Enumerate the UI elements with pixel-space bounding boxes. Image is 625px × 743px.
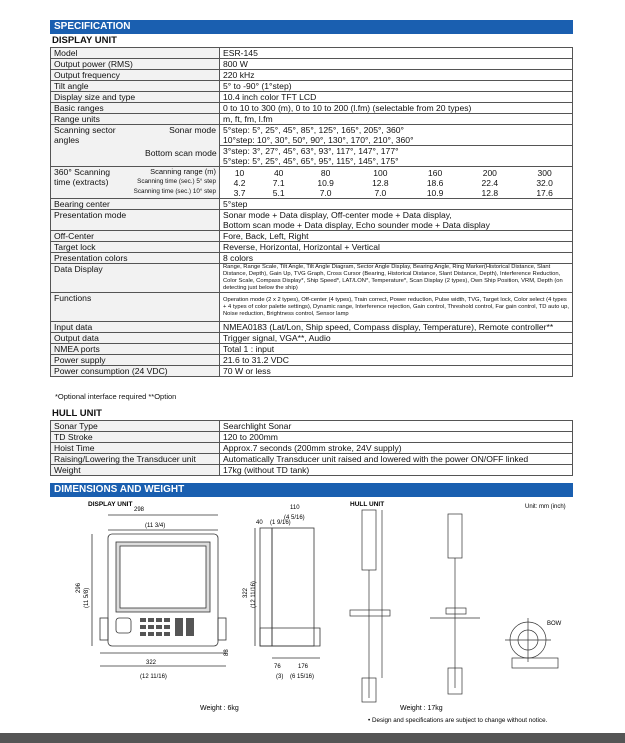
hull-unit-table: [50, 420, 573, 476]
spec-row-label: Output frequency: [51, 70, 220, 81]
scan-time-label: 360° Scanning time (extracts): [54, 167, 110, 187]
scan-time-cell: 200: [482, 167, 497, 178]
spec-row: [51, 242, 573, 253]
svg-text:176: 176: [298, 664, 309, 670]
spec-row-label: Hoist Time: [51, 443, 220, 454]
specification-header: SPECIFICATION: [50, 20, 573, 34]
spec-row-value: Approx.7 seconds (200mm stroke, 24V supply): [220, 443, 573, 454]
spec-row-label: Bearing center: [51, 199, 220, 210]
spec-row: [51, 253, 573, 264]
spec-row-value: 120 to 200mm: [220, 432, 573, 443]
scan-time-cell: 17.6: [536, 187, 553, 198]
spec-row-label: TD Stroke: [51, 432, 220, 443]
spec-row-value: 5°step: [220, 199, 573, 210]
spec-row: [51, 432, 573, 443]
spec-row-value: 21.6 to 31.2 VDC: [220, 355, 573, 366]
spec-row: [51, 92, 573, 103]
time10-label: Scanning time (sec.) 10° step: [133, 188, 216, 195]
svg-text:40: 40: [256, 520, 263, 526]
sonar-mode-10: 10°step: 10°, 30°, 50°, 90°, 130°, 170°, 210°, 360°: [223, 135, 414, 145]
scanning-label: Scanning sector angles: [54, 125, 116, 145]
spec-row-value: Fore, Back, Left, Right: [220, 231, 573, 242]
spec-row-label: Presentation mode: [51, 210, 220, 231]
spec-row-label: Basic ranges: [51, 103, 220, 114]
svg-text:BOW: BOW: [547, 621, 562, 627]
display-unit-heading: DISPLAY UNIT: [52, 35, 117, 46]
svg-text:(12 11/16): (12 11/16): [140, 674, 167, 680]
spec-row-value: 70 W or less: [220, 366, 573, 377]
spec-row-value: 800 W: [220, 59, 573, 70]
spec-row-label: NMEA ports: [51, 344, 220, 355]
scan-time-cell: 80: [320, 167, 331, 178]
spec-row: [51, 421, 573, 432]
hull-unit-heading: HULL UNIT: [52, 408, 102, 419]
dimension-drawings: [50, 498, 580, 733]
weight-display: Weight : 6kg: [200, 705, 239, 712]
spec-row: [51, 366, 573, 377]
spec-row-label: Weight: [51, 465, 220, 476]
spec-row: [51, 454, 573, 465]
svg-text:(11 5/8): (11 5/8): [84, 587, 90, 608]
scan-time-cell: 12.8: [372, 177, 389, 188]
display-unit-drawing-label: DISPLAY UNIT: [88, 501, 133, 508]
display-front-view: [92, 515, 226, 666]
spec-row-value: ESR-145: [220, 48, 573, 59]
bottom-scan-3: 3°step: 3°, 27°, 45°, 63°, 93°, 117°, 147°, 177°: [223, 146, 399, 156]
spec-row-value: 0 to 10 to 300 (m), 0 to 10 to 200 (l.fm) (selectable from 20 types): [220, 103, 573, 114]
scan-time-cell: 40: [273, 167, 284, 178]
spec-row-value: 8 colors: [220, 253, 573, 264]
spec-row: [51, 199, 573, 210]
weight-hull: Weight : 17kg: [400, 705, 443, 712]
svg-text:322: 322: [243, 587, 249, 598]
scan-time-cell: 7.0: [374, 187, 387, 198]
spec-row: [51, 333, 573, 344]
sonar-mode-label: Sonar mode: [169, 125, 216, 135]
spec-row: [51, 103, 573, 114]
svg-text:88: 88: [224, 649, 230, 656]
scanning-sonar-row: [51, 125, 573, 146]
disclaimer: • Design and specifications are subject to change without notice.: [368, 717, 548, 724]
spec-row-label: Power supply: [51, 355, 220, 366]
spec-row: [51, 210, 573, 231]
spec-row-value: 17kg (without TD tank): [220, 465, 573, 476]
spec-row: [51, 231, 573, 242]
data-display-value: Range, Range Scale, Tilt Angle, Tilt Angle Diagram, Sector Angle Display, Bearing Angle, Ring Marker(Historical Distance, Slant Distance, Depth), Gain Up, TVG Graph, Cross Cursor (Bearing, Historical Distance, Slant Distance, Depth), Interference Reduction, Color Scale, Compass Display*, Ship Speed*, LAT/LON*, Temperature*, Scan Display (2 types), Own Ship Position, VRM, Depth (on detecting just below the ship): [220, 264, 573, 293]
scan-time-table: [220, 168, 572, 198]
spec-row: [51, 59, 573, 70]
spec-row: [51, 322, 573, 333]
scan-time-cell: 100: [373, 167, 388, 178]
spec-row-value: Total 1 : input: [220, 344, 573, 355]
spec-row-value: 220 kHz: [220, 70, 573, 81]
functions-value: Operation mode (2 x 2 types), Off-center (4 types), Train correct, Power reduction, Pulse width, TVG, Target lock, Color select (4 types + 4 types of color palette settings), Dynamic range, Interference rejection, Gain control, Threshold control, Far gain control, TD auto up, Noise reduction, Brightness control, Sensor lamp: [220, 293, 573, 322]
svg-text:298: 298: [134, 507, 145, 513]
dimensions-header: DIMENSIONS AND WEIGHT: [50, 483, 573, 497]
bottom-scan-label: Bottom scan mode: [145, 148, 217, 158]
spec-row-label: Range units: [51, 114, 220, 125]
scan-time-cell: 10.9: [426, 187, 444, 198]
spec-row: [51, 465, 573, 476]
unit-label: Unit: mm (inch): [525, 504, 566, 510]
scan-time-cell: 7.0: [319, 187, 332, 198]
spec-row-value: 10.4 inch color TFT LCD: [220, 92, 573, 103]
scan-time-cell: 10.9: [317, 177, 334, 188]
svg-text:296: 296: [76, 582, 82, 593]
hull-front-view: [430, 514, 480, 694]
scan-time-cell: 7.1: [272, 177, 285, 188]
display-unit-table: [50, 47, 573, 377]
display-side-view: [255, 528, 320, 658]
spec-row-value: Trigger signal, VGA**, Audio: [220, 333, 573, 344]
scan-time-cell: 10: [234, 167, 245, 178]
spec-row-value: Searchlight Sonar: [220, 421, 573, 432]
scan-time-cell: 12.8: [481, 187, 499, 198]
scan-time-cell: 300: [537, 167, 552, 178]
spec-row-value: Automatically Transducer unit raised and lowered with the power ON/OFF linked: [220, 454, 573, 465]
svg-text:(6 15/16): (6 15/16): [290, 674, 315, 680]
svg-text:(11 3/4): (11 3/4): [145, 523, 166, 529]
spec-row: [51, 70, 573, 81]
svg-text:(3): (3): [276, 674, 284, 680]
scanning-range-label: Scanning range (m): [150, 167, 216, 176]
scan-time-cell: 22.4: [481, 177, 499, 188]
scan-time-cell: 4.2: [233, 177, 246, 188]
scan-time-cell: 160: [427, 167, 443, 178]
data-display-row: Data Display Range, Range Scale, Tilt Angle, Tilt Angle Diagram, Sector Angle Display, Bearing Angle, Ring Marker(Historical Distance, Slant Distance, Depth), Gain Up, TVG Graph, Cross Cursor (Bearing, Historical Distance, Slant Distance, Depth), Interference Reduction, Color Scale, Compass Display*, Ship Speed*, LAT/LON*, Temperature*, Scan Display (2 types), Own Ship Position, VRM, Depth (on detecting just below the ship): [51, 264, 573, 293]
bottom-scan-5: 5°step: 5°, 25°, 45°, 65°, 95°, 115°, 145°, 175°: [223, 156, 399, 166]
spec-row-value: Sonar mode + Data display, Off-center mode + Data display, Bottom scan mode + Data display, Echo sounder mode + Data display: [220, 210, 573, 231]
spec-row-label: Raising/Lowering the Transducer unit: [51, 454, 220, 465]
spec-row-label: Tilt angle: [51, 81, 220, 92]
spec-row: [51, 48, 573, 59]
svg-text:(12 11/16): (12 11/16): [251, 581, 257, 608]
footer-bar: [0, 733, 625, 743]
spec-row: [51, 114, 573, 125]
spec-row-label: Presentation colors: [51, 253, 220, 264]
svg-text:(4 5/16): (4 5/16): [284, 515, 305, 521]
spec-row-value: m, ft, fm, l.fm: [220, 114, 573, 125]
spec-row: [51, 344, 573, 355]
spec-row-label: Off-Center: [51, 231, 220, 242]
spec-row-label: Output data: [51, 333, 220, 344]
sonar-mode-5: 5°step: 5°, 25°, 45°, 85°, 125°, 165°, 205°, 360°: [223, 125, 404, 135]
spec-row-label: Power consumption (24 VDC): [51, 366, 220, 377]
spec-row-label: Target lock: [51, 242, 220, 253]
hull-side-view: [350, 510, 390, 702]
scan-time-cell: 3.7: [233, 187, 246, 198]
spec-row-value: NMEA0183 (Lat/Lon, Ship speed, Compass display, Temperature), Remote controller**: [220, 322, 573, 333]
spec-row-value: Reverse, Horizontal, Horizontal + Vertical: [220, 242, 573, 253]
spec-row: [51, 443, 573, 454]
footnote: *Optional interface required **Option: [55, 392, 177, 401]
scan-time-cell: 5.1: [272, 187, 285, 198]
spec-row-value: 5° to -90° (1°step): [220, 81, 573, 92]
spec-row-label: Output power (RMS): [51, 59, 220, 70]
svg-text:76: 76: [274, 664, 281, 670]
spec-row-label: Sonar Type: [51, 421, 220, 432]
scan-time-cell: 32.0: [536, 177, 553, 188]
svg-text:(1 9/16): (1 9/16): [270, 520, 291, 526]
spec-row-label: Input data: [51, 322, 220, 333]
spec-row: [51, 81, 573, 92]
spec-row: [51, 355, 573, 366]
spec-row-label: Display size and type: [51, 92, 220, 103]
scan-time-cell: 18.6: [426, 177, 444, 188]
time5-label: Scanning time (sec.) 5° step: [137, 178, 216, 185]
scan-time-row: [51, 167, 573, 199]
svg-text:110: 110: [290, 505, 300, 511]
spec-row-label: Model: [51, 48, 220, 59]
functions-row: Functions Operation mode (2 x 2 types), Off-center (4 types), Train correct, Power reduction, Pulse width, TVG, Target lock, Color select (4 types + 4 types of color palette settings), Dynamic range, Interference rejection, Gain control, Threshold control, Far gain control, TD auto up, Noise reduction, Brightness control, Sensor lamp: [51, 293, 573, 322]
svg-text:322: 322: [146, 660, 157, 666]
hull-unit-drawing-label: HULL UNIT: [350, 501, 385, 508]
